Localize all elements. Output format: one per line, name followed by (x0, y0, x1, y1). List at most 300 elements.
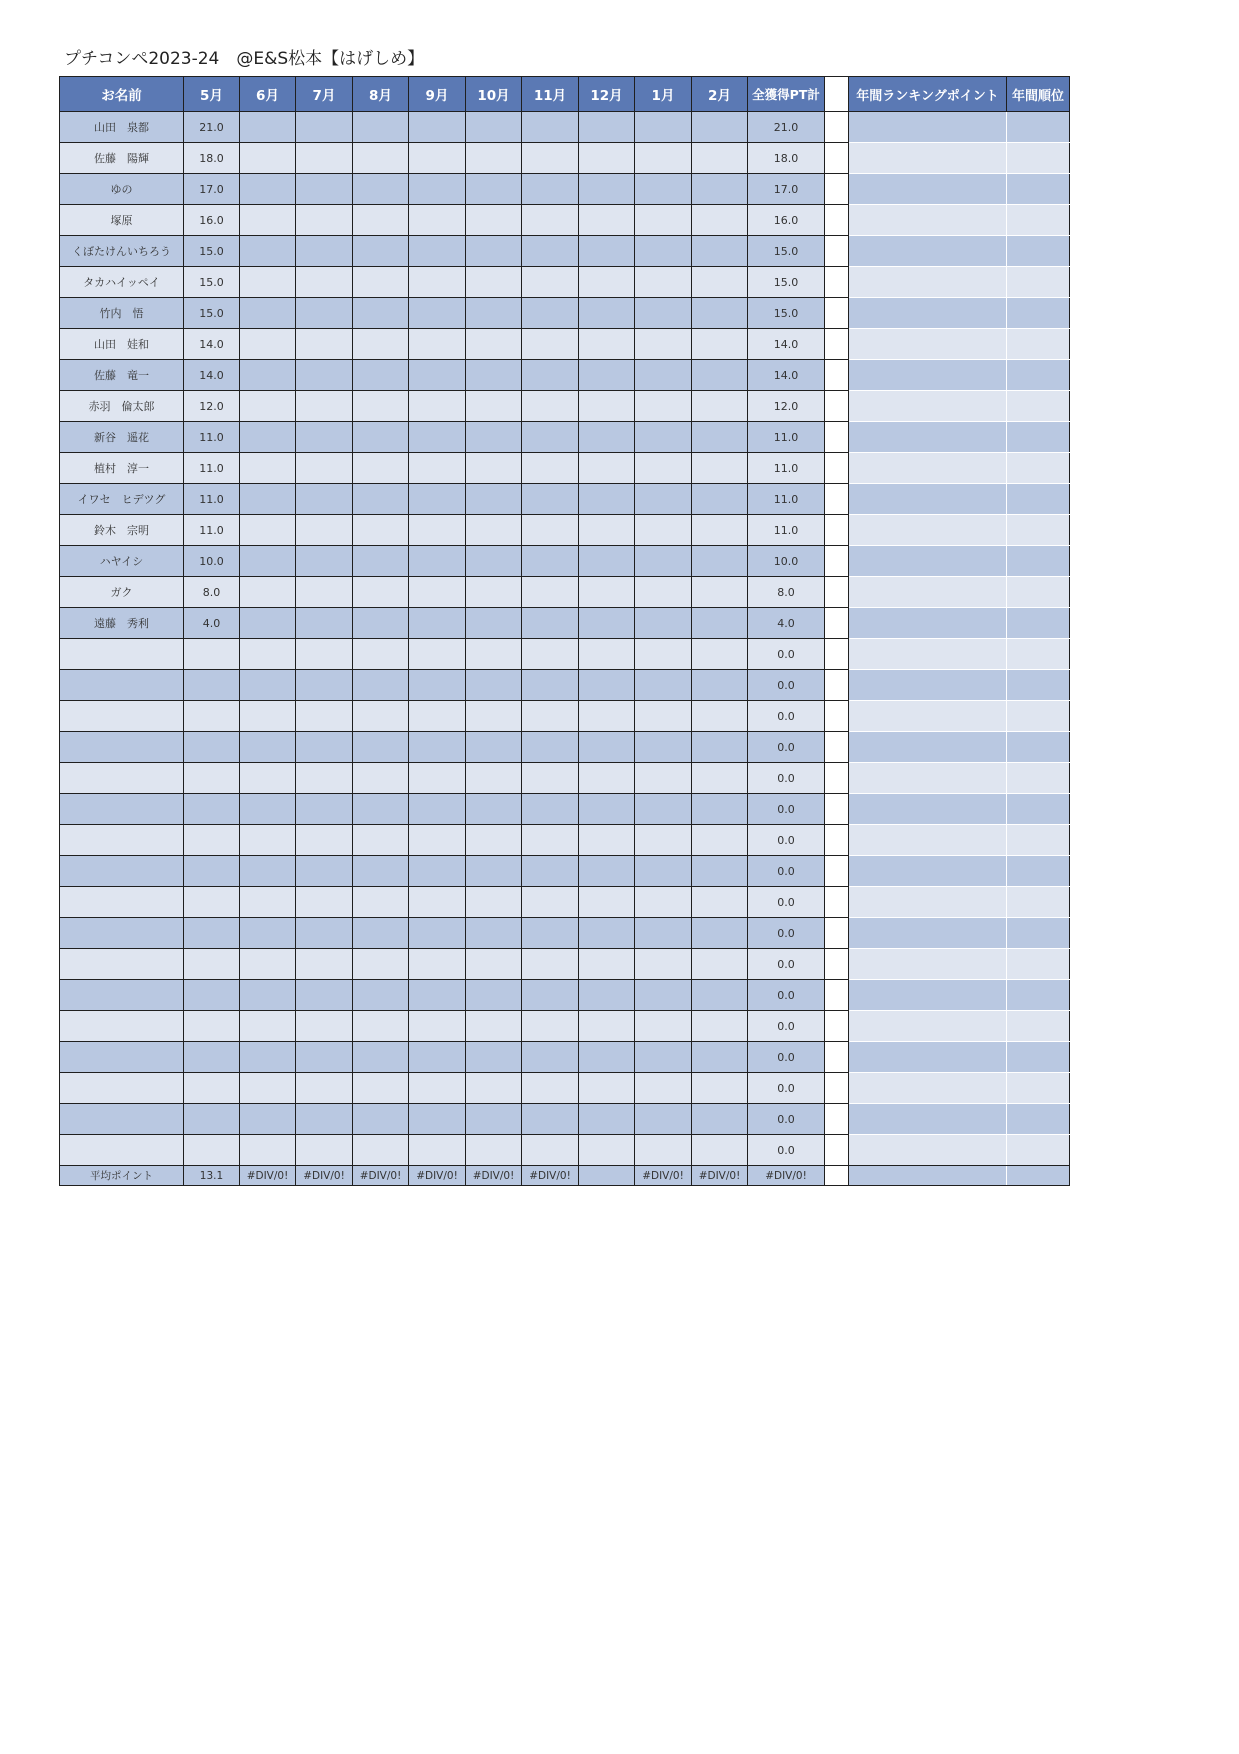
month-cell[interactable] (296, 608, 353, 639)
total-cell[interactable]: 0.0 (748, 949, 825, 980)
ranking-order-cell[interactable] (1007, 794, 1070, 825)
total-cell[interactable]: 14.0 (748, 360, 825, 391)
month-cell[interactable] (692, 298, 748, 329)
ranking-order-cell[interactable] (1007, 887, 1070, 918)
month-cell[interactable] (353, 546, 409, 577)
name-cell[interactable]: 新谷 遥花 (60, 422, 184, 453)
month-cell[interactable] (240, 298, 296, 329)
ranking-order-cell[interactable] (1007, 1042, 1070, 1073)
ranking-points-cell[interactable] (849, 329, 1007, 360)
month-cell[interactable] (409, 422, 466, 453)
month-cell[interactable] (466, 732, 522, 763)
month-cell[interactable] (240, 1104, 296, 1135)
month-cell[interactable] (692, 1135, 748, 1166)
ranking-points-cell[interactable] (849, 205, 1007, 236)
month-cell[interactable] (692, 577, 748, 608)
month-cell[interactable] (240, 391, 296, 422)
ranking-order-cell[interactable] (1007, 1073, 1070, 1104)
month-cell[interactable] (409, 639, 466, 670)
ranking-points-cell[interactable] (849, 794, 1007, 825)
month-cell[interactable] (635, 763, 692, 794)
month-cell[interactable] (296, 546, 353, 577)
month-cell[interactable] (466, 422, 522, 453)
month-cell[interactable] (635, 205, 692, 236)
month-cell[interactable] (353, 1073, 409, 1104)
header-total[interactable]: 全獲得PT計 (748, 77, 825, 112)
month-cell[interactable] (466, 1042, 522, 1073)
name-cell[interactable]: 竹内 悟 (60, 298, 184, 329)
total-cell[interactable]: 0.0 (748, 1011, 825, 1042)
ranking-points-cell[interactable] (849, 298, 1007, 329)
month-cell[interactable] (409, 174, 466, 205)
month-cell[interactable] (466, 763, 522, 794)
month-cell[interactable] (635, 608, 692, 639)
month-cell[interactable] (579, 763, 635, 794)
month-cell[interactable] (466, 1104, 522, 1135)
month-cell[interactable] (409, 856, 466, 887)
ranking-order-cell[interactable] (1007, 856, 1070, 887)
month-cell[interactable] (409, 701, 466, 732)
ranking-points-cell[interactable] (849, 639, 1007, 670)
month-cell[interactable] (240, 701, 296, 732)
month-cell[interactable] (466, 1073, 522, 1104)
total-cell[interactable]: 0.0 (748, 794, 825, 825)
month-cell[interactable] (353, 887, 409, 918)
ranking-order-cell[interactable] (1007, 670, 1070, 701)
month-cell[interactable] (240, 546, 296, 577)
month-cell[interactable] (522, 949, 579, 980)
month-cell[interactable] (635, 174, 692, 205)
month-cell[interactable]: 14.0 (184, 360, 240, 391)
month-cell[interactable] (296, 515, 353, 546)
month-cell[interactable] (522, 1135, 579, 1166)
month-cell[interactable] (522, 1104, 579, 1135)
month-cell[interactable] (522, 1042, 579, 1073)
month-cell[interactable] (296, 918, 353, 949)
month-cell[interactable] (296, 174, 353, 205)
month-cell[interactable] (409, 732, 466, 763)
month-cell[interactable] (579, 360, 635, 391)
month-cell[interactable] (353, 515, 409, 546)
month-cell[interactable] (579, 639, 635, 670)
month-cell[interactable] (692, 1104, 748, 1135)
month-cell[interactable]: 10.0 (184, 546, 240, 577)
month-cell[interactable]: 4.0 (184, 608, 240, 639)
month-cell[interactable] (240, 763, 296, 794)
month-cell[interactable] (240, 360, 296, 391)
ranking-points-cell[interactable] (849, 1042, 1007, 1073)
month-cell[interactable] (353, 422, 409, 453)
average-cell[interactable]: #DIV/0! (466, 1166, 522, 1186)
month-cell[interactable] (635, 453, 692, 484)
month-cell[interactable] (522, 546, 579, 577)
month-cell[interactable] (579, 1073, 635, 1104)
ranking-order-cell[interactable] (1007, 267, 1070, 298)
month-cell[interactable]: 15.0 (184, 236, 240, 267)
month-cell[interactable] (240, 422, 296, 453)
ranking-order-cell[interactable] (1007, 515, 1070, 546)
total-cell[interactable]: 21.0 (748, 112, 825, 143)
ranking-points-cell[interactable] (849, 484, 1007, 515)
ranking-points-cell[interactable] (849, 918, 1007, 949)
month-cell[interactable] (522, 608, 579, 639)
month-cell[interactable] (635, 267, 692, 298)
month-cell[interactable] (466, 608, 522, 639)
month-cell[interactable] (353, 639, 409, 670)
ranking-points-cell[interactable] (849, 670, 1007, 701)
month-cell[interactable] (579, 484, 635, 515)
header-month[interactable]: 8月 (353, 77, 409, 112)
month-cell[interactable] (522, 422, 579, 453)
month-cell[interactable] (409, 608, 466, 639)
name-cell[interactable]: 赤羽 倫太郎 (60, 391, 184, 422)
name-cell[interactable] (60, 887, 184, 918)
ranking-points-cell[interactable] (849, 856, 1007, 887)
month-cell[interactable] (240, 670, 296, 701)
month-cell[interactable] (296, 825, 353, 856)
month-cell[interactable] (409, 391, 466, 422)
month-cell[interactable] (635, 701, 692, 732)
total-cell[interactable]: 17.0 (748, 174, 825, 205)
ranking-points-cell[interactable] (849, 1135, 1007, 1166)
month-cell[interactable] (353, 918, 409, 949)
ranking-order-cell[interactable] (1007, 1166, 1070, 1186)
month-cell[interactable] (296, 205, 353, 236)
month-cell[interactable] (635, 484, 692, 515)
ranking-points-cell[interactable] (849, 701, 1007, 732)
header-month[interactable]: 6月 (240, 77, 296, 112)
month-cell[interactable] (522, 112, 579, 143)
month-cell[interactable] (466, 639, 522, 670)
month-cell[interactable] (409, 267, 466, 298)
month-cell[interactable] (296, 1042, 353, 1073)
month-cell[interactable] (184, 887, 240, 918)
month-cell[interactable] (692, 1073, 748, 1104)
month-cell[interactable] (692, 484, 748, 515)
total-cell[interactable]: 15.0 (748, 236, 825, 267)
header-month[interactable]: 11月 (522, 77, 579, 112)
month-cell[interactable] (296, 422, 353, 453)
month-cell[interactable] (240, 639, 296, 670)
month-cell[interactable] (184, 856, 240, 887)
month-cell[interactable]: 15.0 (184, 267, 240, 298)
month-cell[interactable] (353, 1135, 409, 1166)
name-cell[interactable] (60, 825, 184, 856)
month-cell[interactable] (579, 422, 635, 453)
month-cell[interactable] (353, 484, 409, 515)
ranking-points-cell[interactable] (849, 949, 1007, 980)
name-cell[interactable] (60, 1011, 184, 1042)
month-cell[interactable] (240, 267, 296, 298)
month-cell[interactable] (522, 980, 579, 1011)
month-cell[interactable] (635, 112, 692, 143)
month-cell[interactable] (635, 1104, 692, 1135)
month-cell[interactable] (635, 515, 692, 546)
month-cell[interactable] (522, 267, 579, 298)
total-cell[interactable]: 0.0 (748, 856, 825, 887)
month-cell[interactable] (635, 1073, 692, 1104)
name-cell[interactable] (60, 794, 184, 825)
name-cell[interactable]: 山田 娃和 (60, 329, 184, 360)
month-cell[interactable] (579, 1104, 635, 1135)
ranking-order-cell[interactable] (1007, 205, 1070, 236)
name-cell[interactable]: 塚原 (60, 205, 184, 236)
month-cell[interactable] (353, 1011, 409, 1042)
month-cell[interactable] (466, 298, 522, 329)
average-cell[interactable]: 13.1 (184, 1166, 240, 1186)
month-cell[interactable] (466, 794, 522, 825)
ranking-order-cell[interactable] (1007, 112, 1070, 143)
month-cell[interactable] (635, 887, 692, 918)
month-cell[interactable] (579, 670, 635, 701)
name-cell[interactable]: ハヤイシ (60, 546, 184, 577)
month-cell[interactable] (692, 670, 748, 701)
month-cell[interactable] (692, 1011, 748, 1042)
month-cell[interactable] (296, 763, 353, 794)
month-cell[interactable] (579, 577, 635, 608)
name-cell[interactable]: 鈴木 宗明 (60, 515, 184, 546)
total-cell[interactable]: 0.0 (748, 825, 825, 856)
month-cell[interactable] (184, 639, 240, 670)
ranking-order-cell[interactable] (1007, 329, 1070, 360)
month-cell[interactable] (184, 1073, 240, 1104)
month-cell[interactable] (635, 732, 692, 763)
month-cell[interactable] (240, 515, 296, 546)
month-cell[interactable] (692, 267, 748, 298)
month-cell[interactable] (522, 794, 579, 825)
total-cell[interactable]: 15.0 (748, 298, 825, 329)
month-cell[interactable] (635, 639, 692, 670)
month-cell[interactable] (296, 856, 353, 887)
month-cell[interactable] (692, 391, 748, 422)
ranking-order-cell[interactable] (1007, 298, 1070, 329)
ranking-order-cell[interactable] (1007, 546, 1070, 577)
month-cell[interactable] (184, 980, 240, 1011)
average-label[interactable]: 平均ポイント (60, 1166, 184, 1186)
total-cell[interactable]: 15.0 (748, 267, 825, 298)
month-cell[interactable] (353, 732, 409, 763)
total-cell[interactable]: 0.0 (748, 732, 825, 763)
month-cell[interactable] (466, 391, 522, 422)
month-cell[interactable] (409, 453, 466, 484)
name-cell[interactable]: くぼたけんいちろう (60, 236, 184, 267)
month-cell[interactable] (579, 980, 635, 1011)
month-cell[interactable] (184, 1011, 240, 1042)
ranking-points-cell[interactable] (849, 1011, 1007, 1042)
month-cell[interactable] (296, 980, 353, 1011)
ranking-order-cell[interactable] (1007, 639, 1070, 670)
month-cell[interactable] (579, 856, 635, 887)
month-cell[interactable] (692, 794, 748, 825)
ranking-points-cell[interactable] (849, 980, 1007, 1011)
month-cell[interactable] (635, 546, 692, 577)
month-cell[interactable] (353, 360, 409, 391)
month-cell[interactable] (635, 1042, 692, 1073)
name-cell[interactable]: 山田 泉都 (60, 112, 184, 143)
month-cell[interactable] (240, 174, 296, 205)
month-cell[interactable] (466, 267, 522, 298)
ranking-order-cell[interactable] (1007, 825, 1070, 856)
month-cell[interactable] (522, 701, 579, 732)
month-cell[interactable] (466, 825, 522, 856)
month-cell[interactable] (635, 918, 692, 949)
month-cell[interactable] (692, 422, 748, 453)
month-cell[interactable] (409, 484, 466, 515)
month-cell[interactable] (579, 515, 635, 546)
name-cell[interactable] (60, 1073, 184, 1104)
month-cell[interactable] (353, 391, 409, 422)
month-cell[interactable] (635, 794, 692, 825)
month-cell[interactable] (184, 763, 240, 794)
month-cell[interactable] (466, 143, 522, 174)
month-cell[interactable] (635, 825, 692, 856)
month-cell[interactable] (409, 1042, 466, 1073)
name-cell[interactable] (60, 949, 184, 980)
month-cell[interactable] (240, 918, 296, 949)
month-cell[interactable] (522, 453, 579, 484)
average-cell[interactable]: #DIV/0! (522, 1166, 579, 1186)
month-cell[interactable] (409, 205, 466, 236)
month-cell[interactable] (240, 1135, 296, 1166)
header-ranking-order[interactable]: 年間順位 (1007, 77, 1070, 112)
month-cell[interactable] (692, 763, 748, 794)
month-cell[interactable] (296, 1135, 353, 1166)
total-cell[interactable]: 0.0 (748, 763, 825, 794)
month-cell[interactable] (466, 546, 522, 577)
month-cell[interactable] (409, 825, 466, 856)
month-cell[interactable] (409, 1073, 466, 1104)
month-cell[interactable] (635, 949, 692, 980)
month-cell[interactable] (579, 267, 635, 298)
month-cell[interactable] (296, 949, 353, 980)
month-cell[interactable] (579, 608, 635, 639)
month-cell[interactable] (240, 329, 296, 360)
month-cell[interactable] (409, 949, 466, 980)
month-cell[interactable] (692, 205, 748, 236)
month-cell[interactable] (466, 236, 522, 267)
ranking-order-cell[interactable] (1007, 484, 1070, 515)
header-month[interactable]: 10月 (466, 77, 522, 112)
month-cell[interactable] (409, 298, 466, 329)
total-cell[interactable]: 0.0 (748, 1135, 825, 1166)
header-month[interactable]: 9月 (409, 77, 466, 112)
month-cell[interactable] (409, 577, 466, 608)
month-cell[interactable]: 15.0 (184, 298, 240, 329)
month-cell[interactable] (522, 918, 579, 949)
month-cell[interactable] (184, 701, 240, 732)
month-cell[interactable] (296, 267, 353, 298)
month-cell[interactable] (184, 732, 240, 763)
total-cell[interactable]: 0.0 (748, 887, 825, 918)
month-cell[interactable] (409, 1135, 466, 1166)
month-cell[interactable] (409, 887, 466, 918)
ranking-order-cell[interactable] (1007, 608, 1070, 639)
month-cell[interactable] (409, 515, 466, 546)
month-cell[interactable] (409, 794, 466, 825)
month-cell[interactable] (466, 205, 522, 236)
month-cell[interactable] (409, 360, 466, 391)
month-cell[interactable] (184, 825, 240, 856)
month-cell[interactable] (353, 143, 409, 174)
month-cell[interactable] (692, 453, 748, 484)
month-cell[interactable] (240, 1073, 296, 1104)
month-cell[interactable] (522, 732, 579, 763)
average-cell[interactable]: #DIV/0! (409, 1166, 466, 1186)
month-cell[interactable] (522, 391, 579, 422)
total-cell[interactable]: 0.0 (748, 1073, 825, 1104)
ranking-points-cell[interactable] (849, 112, 1007, 143)
month-cell[interactable] (353, 980, 409, 1011)
month-cell[interactable] (466, 112, 522, 143)
month-cell[interactable] (692, 732, 748, 763)
month-cell[interactable] (296, 236, 353, 267)
name-cell[interactable]: タカハイッペイ (60, 267, 184, 298)
month-cell[interactable]: 11.0 (184, 422, 240, 453)
month-cell[interactable] (466, 918, 522, 949)
ranking-points-cell[interactable] (849, 236, 1007, 267)
month-cell[interactable] (184, 794, 240, 825)
month-cell[interactable] (353, 267, 409, 298)
month-cell[interactable] (296, 1073, 353, 1104)
ranking-points-cell[interactable] (849, 608, 1007, 639)
month-cell[interactable] (240, 484, 296, 515)
month-cell[interactable] (353, 1042, 409, 1073)
month-cell[interactable] (522, 298, 579, 329)
month-cell[interactable] (353, 1104, 409, 1135)
ranking-order-cell[interactable] (1007, 577, 1070, 608)
month-cell[interactable] (353, 825, 409, 856)
total-cell[interactable]: 11.0 (748, 453, 825, 484)
month-cell[interactable] (635, 1011, 692, 1042)
month-cell[interactable] (522, 515, 579, 546)
month-cell[interactable] (579, 918, 635, 949)
month-cell[interactable] (409, 918, 466, 949)
month-cell[interactable] (240, 205, 296, 236)
month-cell[interactable] (296, 639, 353, 670)
ranking-order-cell[interactable] (1007, 732, 1070, 763)
average-cell[interactable]: #DIV/0! (240, 1166, 296, 1186)
ranking-order-cell[interactable] (1007, 1104, 1070, 1135)
month-cell[interactable] (353, 794, 409, 825)
month-cell[interactable] (466, 329, 522, 360)
ranking-order-cell[interactable] (1007, 422, 1070, 453)
total-cell[interactable]: 0.0 (748, 1104, 825, 1135)
total-cell[interactable]: 0.0 (748, 980, 825, 1011)
month-cell[interactable] (635, 980, 692, 1011)
month-cell[interactable] (409, 546, 466, 577)
name-cell[interactable] (60, 1042, 184, 1073)
month-cell[interactable] (635, 143, 692, 174)
month-cell[interactable] (579, 732, 635, 763)
month-cell[interactable] (240, 980, 296, 1011)
month-cell[interactable] (353, 949, 409, 980)
month-cell[interactable] (296, 732, 353, 763)
ranking-order-cell[interactable] (1007, 980, 1070, 1011)
ranking-points-cell[interactable] (849, 1166, 1007, 1186)
month-cell[interactable] (296, 298, 353, 329)
month-cell[interactable] (579, 236, 635, 267)
month-cell[interactable]: 21.0 (184, 112, 240, 143)
name-cell[interactable]: 遠藤 秀利 (60, 608, 184, 639)
month-cell[interactable] (353, 577, 409, 608)
month-cell[interactable] (184, 1135, 240, 1166)
month-cell[interactable] (522, 1073, 579, 1104)
month-cell[interactable] (240, 112, 296, 143)
ranking-points-cell[interactable] (849, 1073, 1007, 1104)
month-cell[interactable] (466, 980, 522, 1011)
month-cell[interactable] (184, 1042, 240, 1073)
month-cell[interactable] (522, 143, 579, 174)
